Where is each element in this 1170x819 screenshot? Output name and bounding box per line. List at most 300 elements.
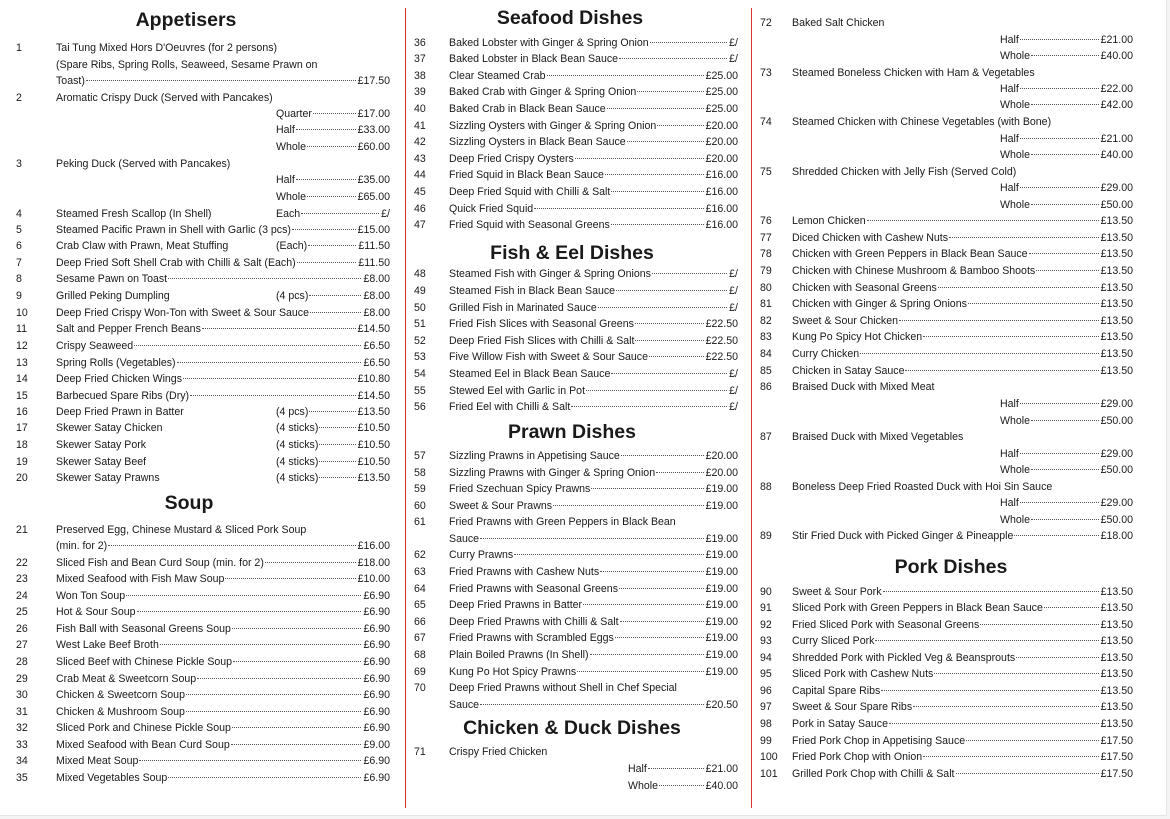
leader-dots bbox=[611, 224, 704, 225]
item-price: £6.90 bbox=[363, 590, 390, 602]
leader-dots bbox=[620, 621, 704, 622]
item-name: Steamed Boneless Chicken with Ham & Vegetables bbox=[792, 67, 1035, 79]
item-price: £13.50 bbox=[1100, 701, 1133, 713]
item-name: Mixed Meat Soup bbox=[56, 755, 139, 767]
portion-price: £35.00 bbox=[357, 174, 390, 186]
item-number: 43 bbox=[414, 153, 426, 165]
item-name: Steamed Fish in Black Bean Sauce bbox=[449, 285, 616, 297]
portion-line bbox=[276, 437, 390, 453]
leader-dots bbox=[126, 595, 361, 596]
item-price: £13.50 bbox=[1100, 685, 1133, 697]
portion-price: £21.00 bbox=[1100, 34, 1133, 46]
portion-label: Half bbox=[1000, 83, 1019, 95]
leader-dots bbox=[635, 323, 704, 324]
item-line bbox=[56, 753, 390, 769]
item-number: 64 bbox=[414, 583, 426, 595]
item-name: Deep Fried Prawn in Batter bbox=[56, 406, 184, 418]
leader-dots bbox=[1031, 55, 1099, 56]
item-line bbox=[449, 564, 738, 580]
portion-price: £50.00 bbox=[1100, 514, 1133, 526]
item-number: 83 bbox=[760, 331, 772, 343]
item-number: 3 bbox=[16, 158, 22, 170]
leader-dots bbox=[137, 611, 362, 612]
item-number: 32 bbox=[16, 722, 28, 734]
leader-dots bbox=[1031, 104, 1099, 105]
item-name: Chicken with Ginger & Spring Onions bbox=[792, 298, 967, 310]
item-line bbox=[56, 604, 390, 620]
portion-label: Whole bbox=[276, 191, 307, 203]
item-line bbox=[56, 621, 390, 637]
item-name: Curry Chicken bbox=[792, 348, 860, 360]
portion-label: Quarter bbox=[276, 108, 312, 120]
leader-dots bbox=[659, 785, 704, 786]
portion-price: £65.00 bbox=[357, 191, 390, 203]
item-name: Mixed Seafood with Fish Maw Soup bbox=[56, 573, 225, 585]
leader-dots bbox=[577, 671, 703, 672]
portion-price: £33.00 bbox=[357, 124, 390, 136]
leader-dots bbox=[534, 208, 703, 209]
item-price: £/ bbox=[729, 385, 738, 397]
item-name: Deep Fried Crispy Won-Ton with Sweet & Sour Sauce bbox=[56, 307, 309, 319]
item-number: 94 bbox=[760, 652, 772, 664]
leader-dots bbox=[956, 773, 1099, 774]
item-price: £/ bbox=[729, 268, 738, 280]
item-name: Quick Fried Squid bbox=[449, 203, 534, 215]
item-line bbox=[449, 383, 738, 399]
item-number: 36 bbox=[414, 37, 426, 49]
item-price: £6.90 bbox=[363, 606, 390, 618]
item-line bbox=[56, 371, 390, 387]
item-name: Fried Sliced Pork with Seasonal Greens bbox=[792, 619, 980, 631]
item-number: 30 bbox=[16, 689, 28, 701]
leader-dots bbox=[190, 395, 356, 396]
item-number: 92 bbox=[760, 619, 772, 631]
item-price: £11.50 bbox=[358, 257, 390, 269]
item-line bbox=[792, 280, 1133, 296]
item-price: £22.50 bbox=[705, 351, 738, 363]
item-number: 62 bbox=[414, 549, 426, 561]
item-price: £13.50 bbox=[1100, 331, 1133, 343]
item-price: £13.50 bbox=[1100, 282, 1133, 294]
leader-dots bbox=[265, 562, 356, 563]
item-number: 42 bbox=[414, 136, 426, 148]
portion-line bbox=[1000, 97, 1133, 113]
item-number: 99 bbox=[760, 735, 772, 747]
item-number: 22 bbox=[16, 557, 28, 569]
portion-price: £13.50 bbox=[357, 472, 390, 484]
heading-pork: Pork Dishes bbox=[894, 556, 1008, 578]
item-line bbox=[56, 571, 390, 587]
item-line bbox=[792, 699, 1133, 715]
leader-dots bbox=[1020, 39, 1099, 40]
portion-line bbox=[1000, 32, 1133, 48]
portion-label: Whole bbox=[276, 141, 307, 153]
leader-dots bbox=[571, 406, 727, 407]
portion-price: £40.00 bbox=[1100, 149, 1133, 161]
item-name: Chicken & Mushroom Soup bbox=[56, 706, 185, 718]
item-number: 66 bbox=[414, 616, 426, 628]
portion-price: £21.00 bbox=[705, 763, 738, 775]
item-line bbox=[56, 305, 390, 321]
item-name: Chicken with Green Peppers in Black Bean Sauce bbox=[792, 248, 1028, 260]
item-number: 87 bbox=[760, 431, 772, 443]
portion-label: (4 sticks) bbox=[276, 439, 319, 451]
portion-label: Half bbox=[1000, 34, 1019, 46]
item-name: Barbecued Spare Ribs (Dry) bbox=[56, 390, 190, 402]
item-number: 17 bbox=[16, 422, 28, 434]
item-name: Capital Spare Ribs bbox=[792, 685, 881, 697]
item-price: £/ bbox=[729, 37, 738, 49]
portion-label: Half bbox=[1000, 182, 1019, 194]
item-name: Pork in Satay Sauce bbox=[792, 718, 888, 730]
item-name: Fried Pork Chop in Appetising Sauce bbox=[792, 735, 966, 747]
item-price: £13.50 bbox=[1100, 298, 1133, 310]
portion-price: £10.50 bbox=[357, 439, 390, 451]
item-name: Mixed Vegetables Soup bbox=[56, 772, 168, 784]
item-price: £/ bbox=[729, 368, 738, 380]
item-line bbox=[449, 35, 738, 51]
item-line bbox=[449, 84, 738, 100]
leader-dots bbox=[598, 307, 727, 308]
item-line bbox=[792, 716, 1133, 732]
item-number: 77 bbox=[760, 232, 772, 244]
item-line bbox=[449, 167, 738, 183]
leader-dots bbox=[86, 80, 356, 81]
item-name: Sweet & Sour Spare Ribs bbox=[792, 701, 913, 713]
portion-line bbox=[276, 420, 390, 436]
item-name: Steamed Chicken with Chinese Vegetables (with Bone) bbox=[792, 116, 1052, 128]
item-price: £/ bbox=[729, 53, 738, 65]
item-price: £10.00 bbox=[357, 573, 390, 585]
item-name: Sweet & Sour Prawns bbox=[449, 500, 553, 512]
leader-dots bbox=[297, 262, 357, 263]
portion-price: £50.00 bbox=[1100, 464, 1133, 476]
portion-label: Half bbox=[276, 124, 295, 136]
leader-dots bbox=[232, 727, 362, 728]
leader-dots bbox=[1031, 154, 1099, 155]
item-price: £14.50 bbox=[357, 390, 390, 402]
item-price: £6.90 bbox=[363, 673, 390, 685]
item-number: 11 bbox=[16, 323, 27, 335]
item-name: Salt and Pepper French Beans bbox=[56, 323, 201, 335]
item-number: 34 bbox=[16, 755, 28, 767]
item-number: 93 bbox=[760, 635, 772, 647]
item-number: 51 bbox=[414, 318, 426, 330]
leader-dots bbox=[225, 578, 355, 579]
item-name: Fried Prawns with Scrambled Eggs bbox=[449, 632, 614, 644]
column-divider-left bbox=[405, 8, 406, 808]
item-line bbox=[449, 201, 738, 217]
item-line bbox=[449, 547, 738, 563]
item-price: £9.00 bbox=[363, 739, 390, 751]
item-number: 80 bbox=[760, 282, 772, 294]
leader-dots bbox=[611, 373, 727, 374]
leader-dots bbox=[553, 505, 704, 506]
item-price: £6.90 bbox=[363, 689, 390, 701]
portion-line bbox=[276, 238, 390, 254]
item-line bbox=[56, 338, 390, 354]
portion-line bbox=[276, 189, 390, 205]
item-line bbox=[449, 184, 738, 200]
item-name: Fried Squid with Seasonal Greens bbox=[449, 219, 610, 231]
item-line bbox=[56, 671, 390, 687]
leader-dots bbox=[319, 427, 355, 428]
item-number: 90 bbox=[760, 586, 772, 598]
item-name: Sauce bbox=[449, 533, 480, 545]
leader-dots bbox=[1031, 420, 1099, 421]
item-price: £25.00 bbox=[705, 86, 738, 98]
portion-price: £29.00 bbox=[1100, 182, 1133, 194]
item-number: 88 bbox=[760, 481, 772, 493]
item-number: 58 bbox=[414, 467, 426, 479]
item-number: 9 bbox=[16, 290, 22, 302]
portion-label: (4 sticks) bbox=[276, 472, 319, 484]
item-price: £13.50 bbox=[1100, 718, 1133, 730]
leader-dots bbox=[307, 146, 356, 147]
portion-label: Half bbox=[1000, 448, 1019, 460]
item-name: Sliced Pork with Green Peppers in Black Bean Sauce bbox=[792, 602, 1043, 614]
item-line bbox=[792, 313, 1133, 329]
item-name: Peking Duck (Served with Pancakes) bbox=[56, 158, 231, 170]
leader-dots bbox=[881, 690, 1098, 691]
portion-line bbox=[276, 122, 390, 138]
item-number: 18 bbox=[16, 439, 28, 451]
item-name: Diced Chicken with Cashew Nuts bbox=[792, 232, 949, 244]
portion-label: Each bbox=[276, 208, 301, 220]
item-name: Shredded Chicken with Jelly Fish (Served Cold) bbox=[792, 166, 1017, 178]
item-number: 25 bbox=[16, 606, 28, 618]
item-name: Baked Salt Chicken bbox=[792, 17, 885, 29]
item-name: Chicken in Satay Sauce bbox=[792, 365, 905, 377]
item-name: Crispy Seaweed bbox=[56, 340, 134, 352]
item-name: Sliced Beef with Chinese Pickle Soup bbox=[56, 656, 233, 668]
item-price: £20.50 bbox=[705, 699, 738, 711]
item-name: Plain Boiled Prawns (In Shell) bbox=[449, 649, 589, 661]
portion-price: £22.00 bbox=[1100, 83, 1133, 95]
leader-dots bbox=[319, 461, 355, 462]
heading-seafood: Seafood Dishes bbox=[496, 7, 644, 29]
leader-dots bbox=[949, 237, 1099, 238]
leader-dots bbox=[1031, 519, 1099, 520]
item-line bbox=[449, 283, 738, 299]
item-number: 84 bbox=[760, 348, 772, 360]
leader-dots bbox=[575, 158, 704, 159]
item-line bbox=[449, 151, 738, 167]
item-number: 100 bbox=[760, 751, 778, 763]
heading-appetisers: Appetisers bbox=[135, 9, 237, 31]
item-price: £20.00 bbox=[705, 136, 738, 148]
item-price: £19.00 bbox=[705, 599, 738, 611]
item-number: 50 bbox=[414, 302, 426, 314]
item-price: £17.50 bbox=[1100, 735, 1133, 747]
item-number: 89 bbox=[760, 530, 772, 542]
item-price: £19.00 bbox=[705, 533, 738, 545]
leader-dots bbox=[547, 75, 704, 76]
leader-dots bbox=[968, 303, 1099, 304]
item-name: West Lake Beef Broth bbox=[56, 639, 159, 651]
portion-label: (Each) bbox=[276, 240, 308, 252]
item-number: 63 bbox=[414, 566, 426, 578]
item-price: £20.00 bbox=[705, 153, 738, 165]
leader-dots bbox=[168, 278, 361, 279]
item-price: £25.00 bbox=[705, 103, 738, 115]
item-line bbox=[449, 647, 738, 663]
item-number: 12 bbox=[16, 340, 28, 352]
item-number: 33 bbox=[16, 739, 28, 751]
item-number: 71 bbox=[414, 746, 426, 758]
item-price: £19.00 bbox=[705, 566, 738, 578]
item-price: £17.50 bbox=[1100, 751, 1133, 763]
item-number: 23 bbox=[16, 573, 28, 585]
item-name: Fried Prawns with Cashew Nuts bbox=[449, 566, 600, 578]
item-number: 15 bbox=[16, 390, 28, 402]
leader-dots bbox=[313, 113, 356, 114]
item-price: £22.50 bbox=[705, 335, 738, 347]
leader-dots bbox=[296, 129, 356, 130]
item-name: Fried Prawns with Green Peppers in Black Bean bbox=[449, 516, 676, 528]
item-price: £16.00 bbox=[705, 219, 738, 231]
leader-dots bbox=[860, 353, 1098, 354]
item-name: Steamed Fish with Ginger & Spring Onions bbox=[449, 268, 651, 280]
item-number: 27 bbox=[16, 639, 28, 651]
item-number: 67 bbox=[414, 632, 426, 644]
item-line bbox=[792, 749, 1133, 765]
item-number: 26 bbox=[16, 623, 28, 635]
item-line bbox=[449, 333, 738, 349]
item-number: 98 bbox=[760, 718, 772, 730]
portion-price: £10.50 bbox=[357, 456, 390, 468]
item-line bbox=[792, 600, 1133, 616]
item-price: £6.90 bbox=[363, 639, 390, 651]
item-number: 41 bbox=[414, 120, 426, 132]
portion-line bbox=[276, 470, 390, 486]
item-number: 61 bbox=[414, 516, 426, 528]
item-price: £19.00 bbox=[705, 649, 738, 661]
portion-price: £42.00 bbox=[1100, 99, 1133, 111]
leader-dots bbox=[1014, 535, 1098, 536]
item-name: Steamed Fresh Scallop (In Shell) bbox=[56, 208, 212, 220]
item-line bbox=[56, 737, 390, 753]
leader-dots bbox=[652, 273, 727, 274]
item-price: £19.00 bbox=[705, 666, 738, 678]
item-number: 14 bbox=[16, 373, 28, 385]
item-price: £6.90 bbox=[363, 772, 390, 784]
item-number: 86 bbox=[760, 381, 772, 393]
heading-chicken-duck: Chicken & Duck Dishes bbox=[463, 717, 681, 739]
leader-dots bbox=[301, 213, 379, 214]
leader-dots bbox=[583, 604, 704, 605]
item-name: Clear Steamed Crab bbox=[449, 70, 546, 82]
leader-dots bbox=[657, 125, 703, 126]
item-price: £6.90 bbox=[363, 722, 390, 734]
item-number: 5 bbox=[16, 224, 22, 236]
leader-dots bbox=[1020, 502, 1099, 503]
item-name: Aromatic Crispy Duck (Served with Pancakes) bbox=[56, 92, 273, 104]
item-name: Grilled Peking Dumpling bbox=[56, 290, 170, 302]
item-number: 38 bbox=[414, 70, 426, 82]
leader-dots bbox=[309, 295, 361, 296]
item-number: 78 bbox=[760, 248, 772, 260]
item-price: £13.50 bbox=[1100, 365, 1133, 377]
item-name: Kung Po Hot Spicy Prawns bbox=[449, 666, 577, 678]
item-name: Tai Tung Mixed Hors D'Oeuvres (for 2 persons) bbox=[56, 42, 278, 54]
item-number: 76 bbox=[760, 215, 772, 227]
item-number: 53 bbox=[414, 351, 426, 363]
item-line bbox=[792, 528, 1133, 544]
item-line bbox=[449, 316, 738, 332]
item-price: £13.50 bbox=[1100, 619, 1133, 631]
item-name: Baked Lobster with Ginger & Spring Onion bbox=[449, 37, 649, 49]
item-line bbox=[449, 481, 738, 497]
item-line bbox=[449, 366, 738, 382]
item-price: £6.50 bbox=[363, 340, 390, 352]
item-number: 2 bbox=[16, 92, 22, 104]
item-line bbox=[792, 363, 1133, 379]
item-line bbox=[792, 633, 1133, 649]
portion-line bbox=[1000, 81, 1133, 97]
portion-line bbox=[1000, 131, 1133, 147]
portion-label: Half bbox=[1000, 133, 1019, 145]
item-number: 37 bbox=[414, 53, 426, 65]
item-line bbox=[449, 597, 738, 613]
item-name: Deep Fried Prawns with Chilli & Salt bbox=[449, 616, 619, 628]
item-line bbox=[792, 733, 1133, 749]
item-name: Fish Ball with Seasonal Greens Soup bbox=[56, 623, 231, 635]
heading-fish-eel: Fish & Eel Dishes bbox=[490, 242, 654, 264]
leader-dots bbox=[134, 345, 361, 346]
item-name: Stir Fried Duck with Picked Ginger & Pineapple bbox=[792, 530, 1014, 542]
item-price: £17.50 bbox=[1100, 768, 1133, 780]
item-number: 81 bbox=[760, 298, 772, 310]
item-name: Fried Szechuan Spicy Prawns bbox=[449, 483, 591, 495]
item-number: 24 bbox=[16, 590, 28, 602]
item-name: Sizzling Oysters in Black Bean Sauce bbox=[449, 136, 626, 148]
item-price: £13.50 bbox=[1100, 668, 1133, 680]
portion-line bbox=[276, 172, 390, 188]
item-price: £14.50 bbox=[357, 323, 390, 335]
item-number: 49 bbox=[414, 285, 426, 297]
item-number: 20 bbox=[16, 472, 28, 484]
portion-price: £40.00 bbox=[705, 780, 738, 792]
item-price: £19.00 bbox=[705, 616, 738, 628]
item-name: Braised Duck with Mixed Vegetables bbox=[792, 431, 964, 443]
item-line bbox=[56, 555, 390, 571]
item-line bbox=[449, 630, 738, 646]
item-name: Mixed Seafood with Bean Curd Soup bbox=[56, 739, 230, 751]
column-divider-right bbox=[751, 8, 752, 808]
item-number: 48 bbox=[414, 268, 426, 280]
item-name: Stewed Eel with Garlic in Pot bbox=[449, 385, 586, 397]
item-line bbox=[56, 720, 390, 736]
item-name: Sizzling Oysters with Ginger & Spring Onion bbox=[449, 120, 657, 132]
item-name: Chicken with Seasonal Greens bbox=[792, 282, 937, 294]
portion-label: Whole bbox=[1000, 514, 1031, 526]
leader-dots bbox=[1044, 607, 1099, 608]
item-number: 56 bbox=[414, 401, 426, 413]
item-price: £6.90 bbox=[363, 755, 390, 767]
leader-dots bbox=[480, 538, 704, 539]
leader-dots bbox=[656, 472, 704, 473]
item-line bbox=[792, 617, 1133, 633]
item-number: 46 bbox=[414, 203, 426, 215]
item-line bbox=[449, 101, 738, 117]
portion-line bbox=[1000, 413, 1133, 429]
item-line bbox=[792, 246, 1133, 262]
item-price: £16.00 bbox=[705, 203, 738, 215]
item-name: Baked Crab with Ginger & Spring Onion bbox=[449, 86, 637, 98]
item-number: 91 bbox=[760, 602, 772, 614]
item-name: Skewer Satay Pork bbox=[56, 439, 147, 451]
